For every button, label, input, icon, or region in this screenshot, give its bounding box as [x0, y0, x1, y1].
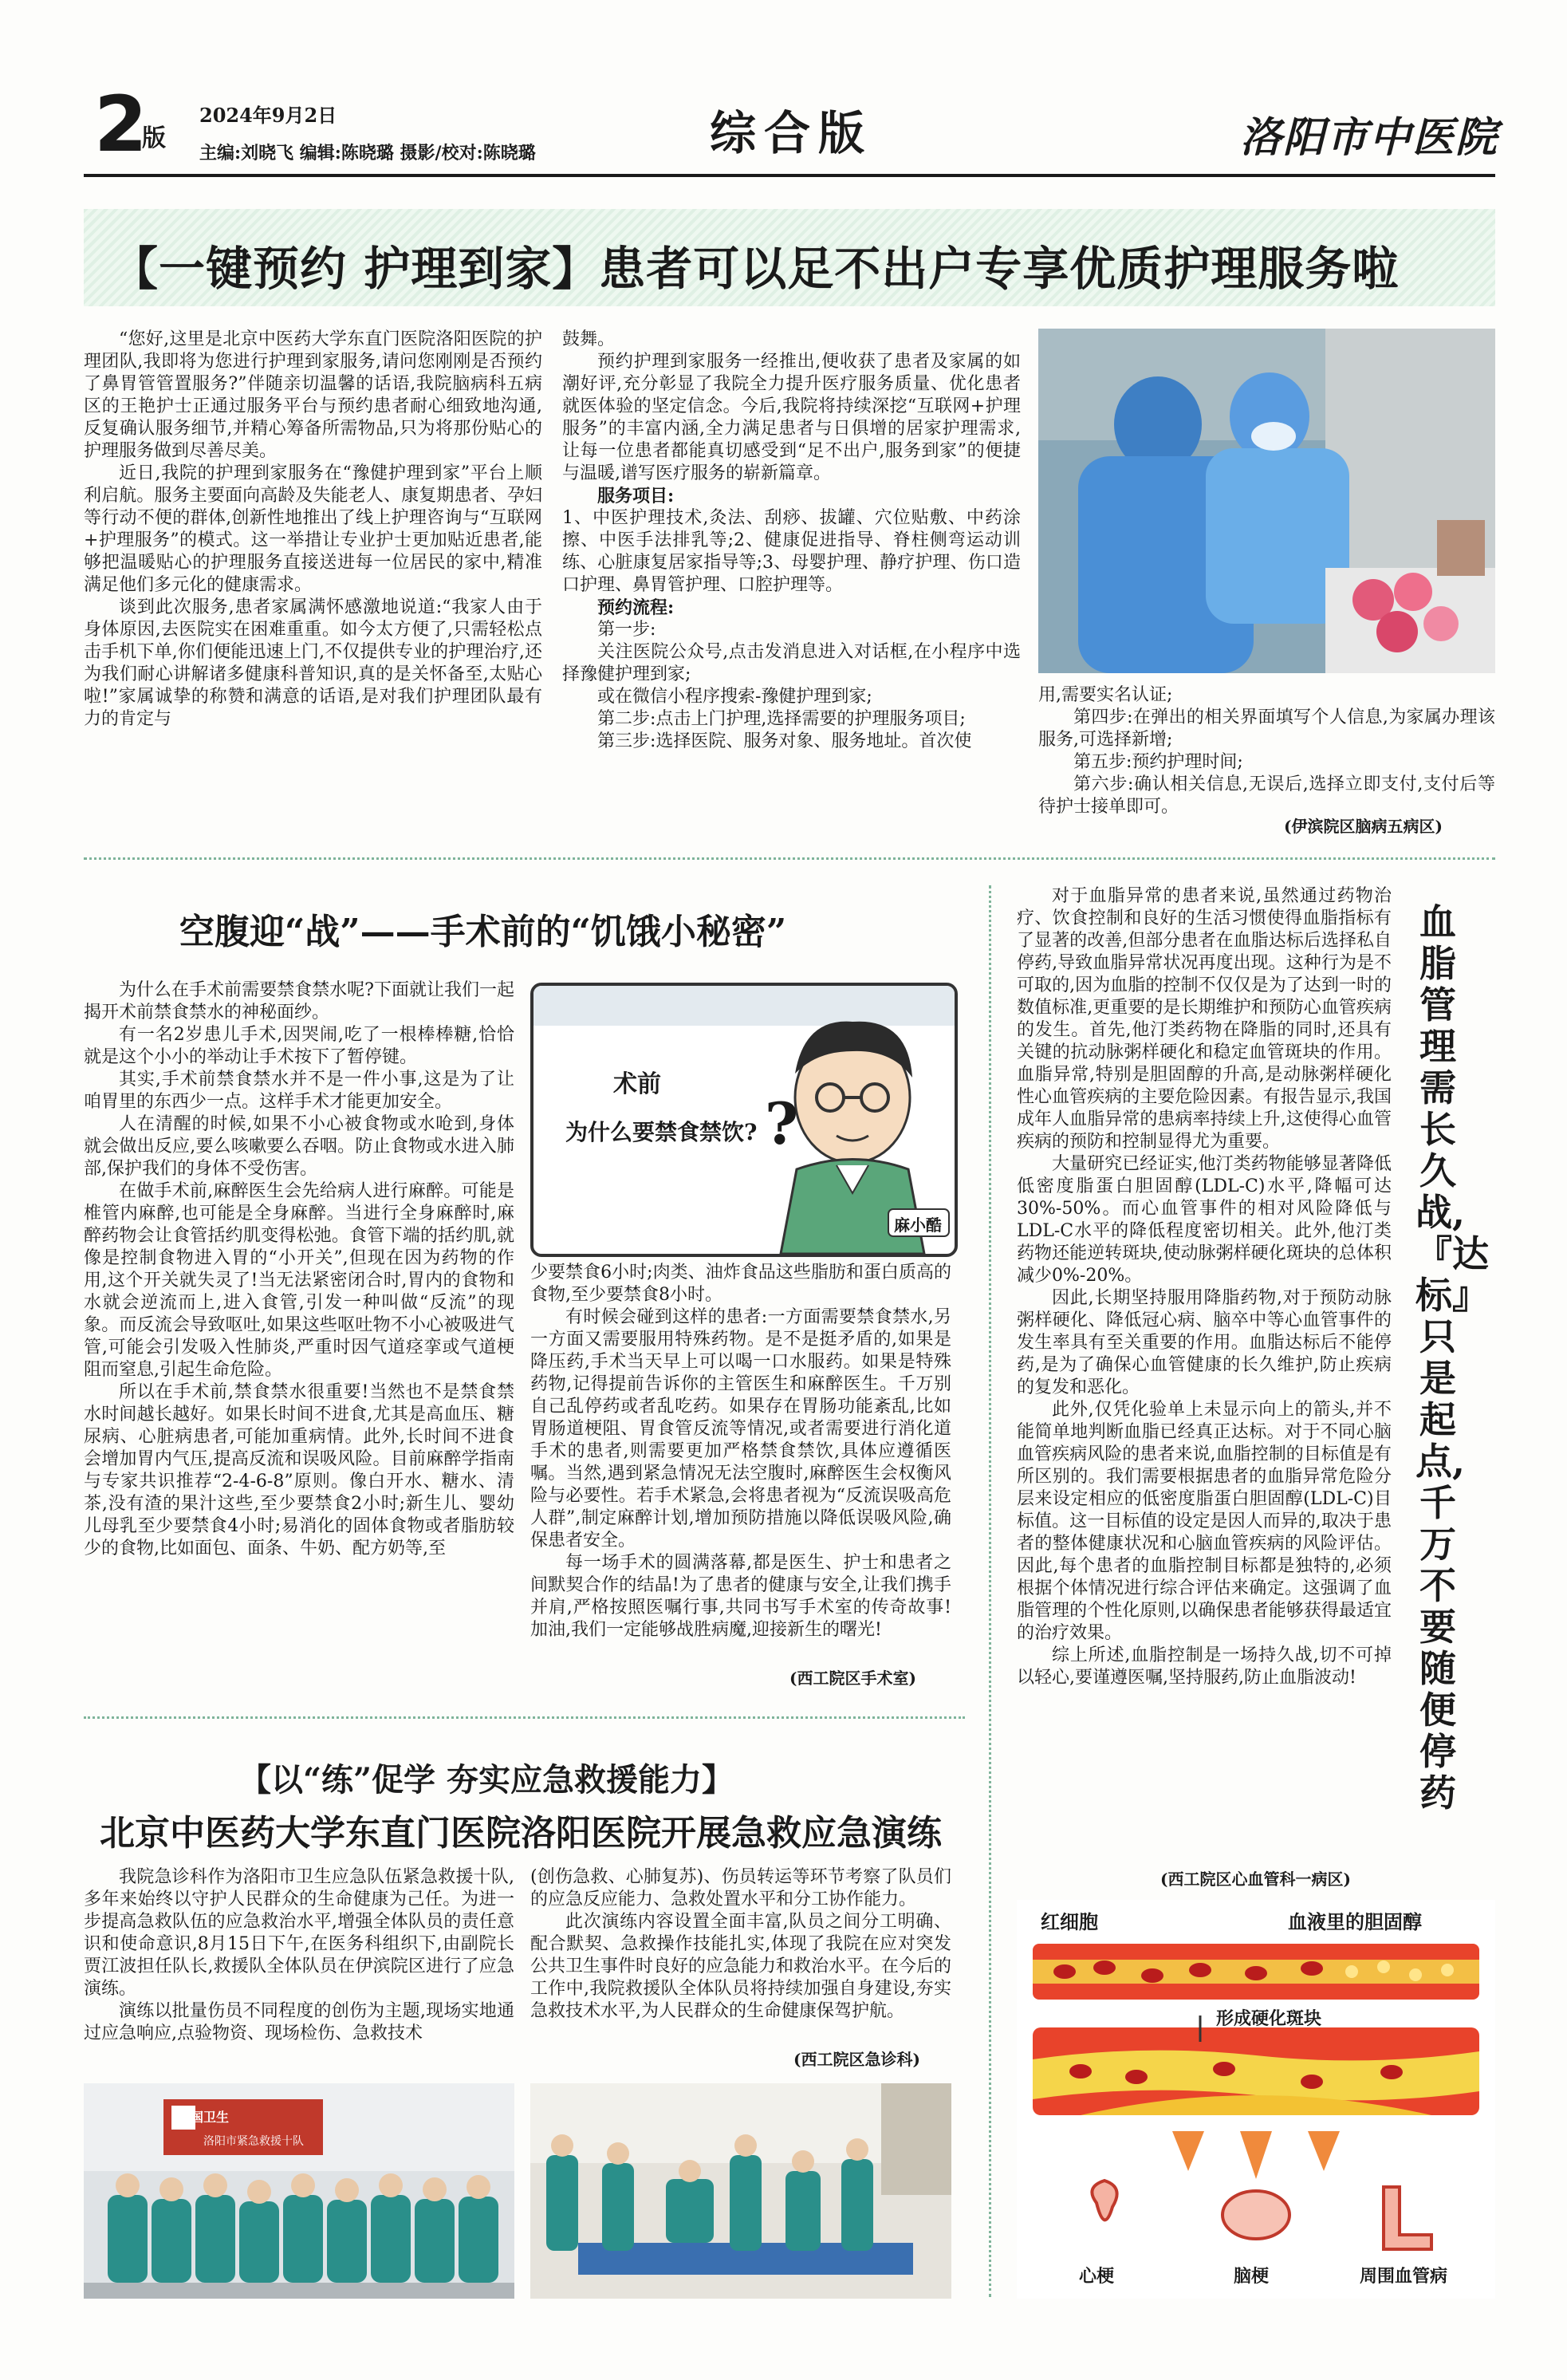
paragraph: 此外,仅凭化验单上未显示向上的箭头,并不能简单地判断血脂已经真正达标。对于不同心脑血管疾病风险的患者来说,血脂控制的目标值是有所区别的。我们需要根据患者的血脂异常危险分层来设定相应的低密度脂蛋白胆固醇(LDL-C)目标值。这一目标值的设定是因人而异的,取决于患者的整体健康状况和心脑血管疾病的风险评估。因此,每个患者的血脂控制目标都是独特的,必须根据个体情况进行综合评估来确定。这强调了血脂管理的个性化原则,以确保患者能够获得最适宜的治疗效果。: [1017, 1400, 1392, 1643]
issue-date: 2024年9月2日: [199, 104, 337, 127]
article3-title-2: 北京中医药大学东直门医院洛阳医院开展急救应急演练: [100, 1813, 942, 1854]
label-plaque: 形成硬化斑块: [1216, 2008, 1322, 2029]
paragraph: 其实,手术前禁食禁水并不是一件小事,这是为了让咱胃里的东西少一点。这样手术才能更加安全。: [84, 1070, 514, 1112]
paragraph: 鼓舞。: [562, 329, 616, 349]
article3-signature: (西工院区急诊科): [793, 2050, 920, 2069]
label-red-blood-cell: 红细胞: [1041, 1910, 1098, 1933]
flow-step: 用,需要实名认证;: [1038, 685, 1173, 705]
article1-col3: [1038, 684, 1495, 818]
cartoon-author: 麻小酷: [894, 1216, 942, 1235]
flow-step: 第二步:点击上门护理,选择需要的护理服务项目;: [597, 709, 966, 729]
section-title: 综合版: [710, 106, 873, 160]
services-heading: 服务项目:: [597, 486, 675, 506]
article4-title: 血脂管理需长久战,『达标』只是起点,千万不要随便停药: [1415, 900, 1489, 1815]
article1-col1: [84, 329, 542, 731]
cartoon-panel: [530, 983, 958, 1257]
banner-text: 中国卫生: [178, 2110, 230, 2125]
paragraph: 有一名2岁患儿手术,因哭闹,吃了一根棒棒糖,恰恰就是这个小小的举动让手术按下了暂停键。: [84, 1025, 514, 1067]
team-group-photo: [84, 2083, 514, 2299]
paragraph: 我院急诊科作为洛阳市卫生应急队伍紧急救援十队,多年来始终以守护人民群众的生命健康为己任。为进一步提高急救队伍的应急救治水平,增强全体队员的责任意识和使命意识,8月15日下午,在医务科组织下,由副院长贾江波担任队长,救援队全体队员在伊滨院区进行了应急演练。: [84, 1867, 514, 1999]
paragraph: 所以在手术前,禁食禁水很重要!当然也不是禁食禁水时间越长越好。如果长时间不进食,尤其是高血压、糖尿病、心脏病患者,可能加重病情。此外,长时间不进食会增加胃内气压,提高反流和误吸风险。目前麻醉学指南与专家共识推荐“2-4-6-8”原则。像白开水、糖水、清茶,没有渣的果汁这些,至少要禁食2小时;新生儿、婴幼儿母乳至少要禁食4小时;易消化的固体食物或者脂肪较少的食物,比如面包、面条、牛奶、配方奶等,至: [84, 1382, 514, 1558]
flow-step: 第三步:选择医院、服务对象、服务地址。首次使: [597, 731, 972, 751]
paragraph: 大量研究已经证实,他汀类药物能够显著降低低密度脂蛋白胆固醇(LDL-C)水平,降幅可达30%-50%。而心血管事件的相对风险降低与LDL-C水平的降低程度密切相关。此外,他汀类药物还能逆转斑块,使动脉粥样硬化斑块的总体积减少0%-20%。: [1017, 1154, 1392, 1286]
paragraph: 在做手术前,麻醉医生会先给病人进行麻醉。可能是椎管内麻醉,也可能是全身麻醉。当进行全身麻醉时,麻醉药物会让食管括约肌变得松弛。食管下端的括约肌,就像是控制食物进入胃的“小开关”,但现在因为药物的作用,这个开关就失灵了!当无法紧密闭合时,胃内的食物和水就会逆流而上,进入食管,引发一种叫做“反流”的现象。而反流会导致呕吐,如果这些呕吐物不小心被吸进气管,可能会引发吸入性肺炎,严重时因气道痉挛或气道梗阻而窒息,引起生命危险。: [84, 1181, 514, 1380]
paragraph: 谈到此次服务,患者家属满怀感激地说道:“我家人由于身体原因,去医院实在困难重重。如今太方便了,只需轻松点击手机下单,你们便能迅速上门,不仅提供专业的护理治疗,还为我们耐心讲解诸多健康科普知识,真的是关怀备至,太贴心啦!”家属诚挚的称赞和满意的话语,是对我们护理团队最有力的肯定与: [84, 597, 542, 729]
article2-signature: (西工院区手术室): [789, 1669, 916, 1688]
cholesterol-diagram: [1017, 1900, 1495, 2299]
section-divider: [84, 857, 1495, 860]
paragraph: 因此,长期坚持服用降脂药物,对于预防动脉粥样硬化、降低冠心病、脑卒中等心血管事件的发生率具有至关重要的作用。血脂达标后不能停药,是为了确保心血管健康的长久维护,防止疾病的复发和恶化。: [1017, 1288, 1392, 1397]
article1-signature: (伊滨院区脑病五病区): [1284, 817, 1443, 836]
paragraph: 综上所述,血脂控制是一场持久战,切不可掉以轻心,要谨遵医嘱,坚持服药,防止血脂波动!: [1017, 1645, 1392, 1688]
article3-col2: [530, 1866, 951, 2023]
article1-title: 【一键预约 护理到家】患者可以足不出户专享优质护理服务啦: [112, 242, 1400, 296]
paragraph: 此次演练内容设置全面丰富,队员之间分工明确、配合默契、急救操作技能扎实,体现了我院在应对突发公共卫生事件时良好的应急能力和救治水平。在今后的工作中,我院救援队全体队员将持续加强自身建设,夯实急救技术水平,为人民群众的生命健康保驾护航。: [530, 1912, 952, 2021]
article2-col1: [84, 979, 514, 1560]
flow-step: 或在微信小程序搜索-豫健护理到家;: [597, 687, 872, 707]
paragraph: 近日,我院的护理到家服务在“豫健护理到家”平台上顺利启航。服务主要面向高龄及失能老人、康复期患者、孕妇等行动不便的群体,创新性地推出了线上护理咨询与“互联网+护理服务”的模式。这一举措让专业护士更加贴近患者,能够把温暖贴心的护理服务直接送进每一位居民的家中,精准满足他们多元化的健康需求。: [84, 463, 542, 595]
page-number: 2: [94, 80, 148, 169]
article2-title: 空腹迎“战”——手术前的“饥饿小秘密”: [179, 912, 787, 952]
article1-col2: [562, 329, 1021, 753]
cartoon-label-1: 术前: [613, 1070, 661, 1098]
paragraph: 预约护理到家服务一经推出,便收获了患者及家属的如潮好评,充分彰显了我院全力提升医疗服务质量、优化患者就医体验的坚定信念。今后,我院将持续深挖“互联网+护理服务”的丰富内涵,全力满足患者与日俱增的居家护理需求,让每一位患者都能真切感受到“足不出户,服务到家”的便捷与温暖,谱写医疗服务的崭新篇章。: [562, 352, 1021, 483]
article4-body: [1017, 885, 1392, 1689]
paragraph: 演练以批量伤员不同程度的创伤为主题,现场实地通过应急响应,点验物资、现场检伤、急救技术: [84, 2001, 514, 2043]
outcome-peripheral: 周围血管病: [1360, 2266, 1448, 2287]
nurse-home-visit-photo: [1038, 329, 1495, 673]
flow-heading: 预约流程:: [597, 597, 675, 618]
flow-step: 第六步:确认相关信息,无误后,选择立即支付,支付后等待护士接单即可。: [1038, 774, 1495, 817]
paragraph: 对于血脂异常的患者来说,虽然通过药物治疗、饮食控制和良好的生活习惯使得血脂指标有了显著的改善,但部分患者在血脂达标后选择私自停药,导致血脂异常状况再度出现。这种行为是不可取的,因为血脂的控制不仅仅是为了达到一时的数值标准,更重要的是长期维护和预防心血管疾病的发生。首先,他汀类药物在降脂的同时,还具有关键的抗动脉粥样硬化和稳定血管斑块的作用。血脂异常,特别是胆固醇的升高,是动脉粥样硬化性心血管疾病的主要危险因素。有报告显示,我国成年人血脂异常的患病率持续上升,这使得心血管疾病的预防和控制显得尤为重要。: [1017, 886, 1392, 1152]
paragraph: 人在清醒的时候,如果不小心被食物或水呛到,身体就会做出反应,要么咳嗽要么吞咽。防止食物或水进入肺部,保护我们的身体不受伤害。: [84, 1114, 514, 1179]
paragraph: 每一场手术的圆满落幕,都是医生、护士和患者之间默契合作的结晶!为了患者的健康与安全,让我们携手并肩,严格按照医嘱行事,共同书写手术室的传奇故事!加油,我们一定能够战胜病魔,迎接新生的曙光!: [530, 1553, 951, 1640]
article3-title-1: 【以“练”促学 夯实应急救援能力】: [239, 1761, 734, 1799]
paragraph: 为什么在手术前需要禁食禁水呢?下面就让我们一起揭开术前禁食禁水的神秘面纱。: [84, 980, 514, 1023]
flow-step: 关注医院公众号,点击发消息进入对话框,在小程序中选择豫健护理到家;: [562, 642, 1021, 684]
banner-text-2: 洛阳市紧急救援十队: [203, 2135, 304, 2148]
editor-credits: 主编:刘晓飞 编辑:陈晓璐 摄影/校对:陈晓璐: [199, 143, 536, 164]
article4-signature: (西工院区心血管科一病区): [1160, 1870, 1351, 1889]
emergency-drill-photo: [530, 2083, 951, 2299]
column-divider: [989, 885, 991, 2297]
paragraph: 少要禁食6小时;肉类、油炸食品这些脂肪和蛋白质高的食物,至少要禁食8小时。: [530, 1263, 951, 1305]
article3-col1: [84, 1866, 514, 2045]
cartoon-label-2: 为什么要禁食禁饮?: [565, 1119, 758, 1145]
flow-step: 第一步:: [597, 620, 656, 640]
section-divider: [84, 1716, 965, 1719]
question-mark-icon: ?: [765, 1090, 799, 1157]
services-list: 1、中医护理技术,灸法、刮痧、拔罐、穴位贴敷、中药涂擦、中医手法排乳等;2、健康促进指导、脊柱侧弯运动训练、心脏康复居家指导等;3、母婴护理、静疗护理、伤口造口护理、鼻胃管护理、口腔护理等。: [562, 508, 1021, 595]
page-unit: 版: [142, 124, 166, 152]
outcome-stroke: 脑梗: [1234, 2266, 1270, 2287]
paragraph: (创伤急救、心肺复苏)、伤员转运等环节考察了队员们的应急反应能力、急救处置水平和分工协作能力。: [530, 1867, 951, 1909]
label-cholesterol: 血液里的胆固醇: [1288, 1910, 1422, 1933]
masthead-rule: [84, 174, 1495, 177]
hospital-logo: 洛阳市中医院: [1240, 113, 1499, 162]
flow-step: 第四步:在弹出的相关界面填写个人信息,为家属办理该服务,可选择新增;: [1038, 707, 1495, 750]
paragraph: 有时候会碰到这样的患者:一方面需要禁食禁水,另一方面又需要服用特殊药物。是不是挺矛盾的,如果是降压药,手术当天早上可以喝一口水服药。如果是特殊药物,记得提前告诉你的主管医生和麻醉医生。千万别自己乱停药或者乱吃药。如果存在胃肠功能紊乱,比如胃肠道梗阻、胃食管反流等情况,或者需要进行消化道手术的患者,则需要更加严格禁食禁饮,具体应遵循医嘱。当然,遇到紧急情况无法空腹时,麻醉医生会权衡风险与必要性。若手术紧急,会将患者视为“反流误吸高危人群”,制定麻醉计划,增加预防措施以降低误吸风险,确保患者安全。: [530, 1307, 951, 1551]
article2-col2: [530, 1262, 951, 1641]
flow-step: 第五步:预约护理时间;: [1073, 752, 1243, 772]
outcome-heart-attack: 心梗: [1079, 2266, 1115, 2287]
paragraph: “您好,这里是北京中医药大学东直门医院洛阳医院的护理团队,我即将为您进行护理到家服务,请问您刚刚是否预约了鼻胃管管置服务?”伴随亲切温馨的话语,我院脑病科五病区的王艳护士正通过服务平台与预约患者耐心细致地沟通,反复确认服务细节,并精心筹备所需物品,只为将那份贴心的护理服务做到尽善尽美。: [84, 329, 542, 461]
